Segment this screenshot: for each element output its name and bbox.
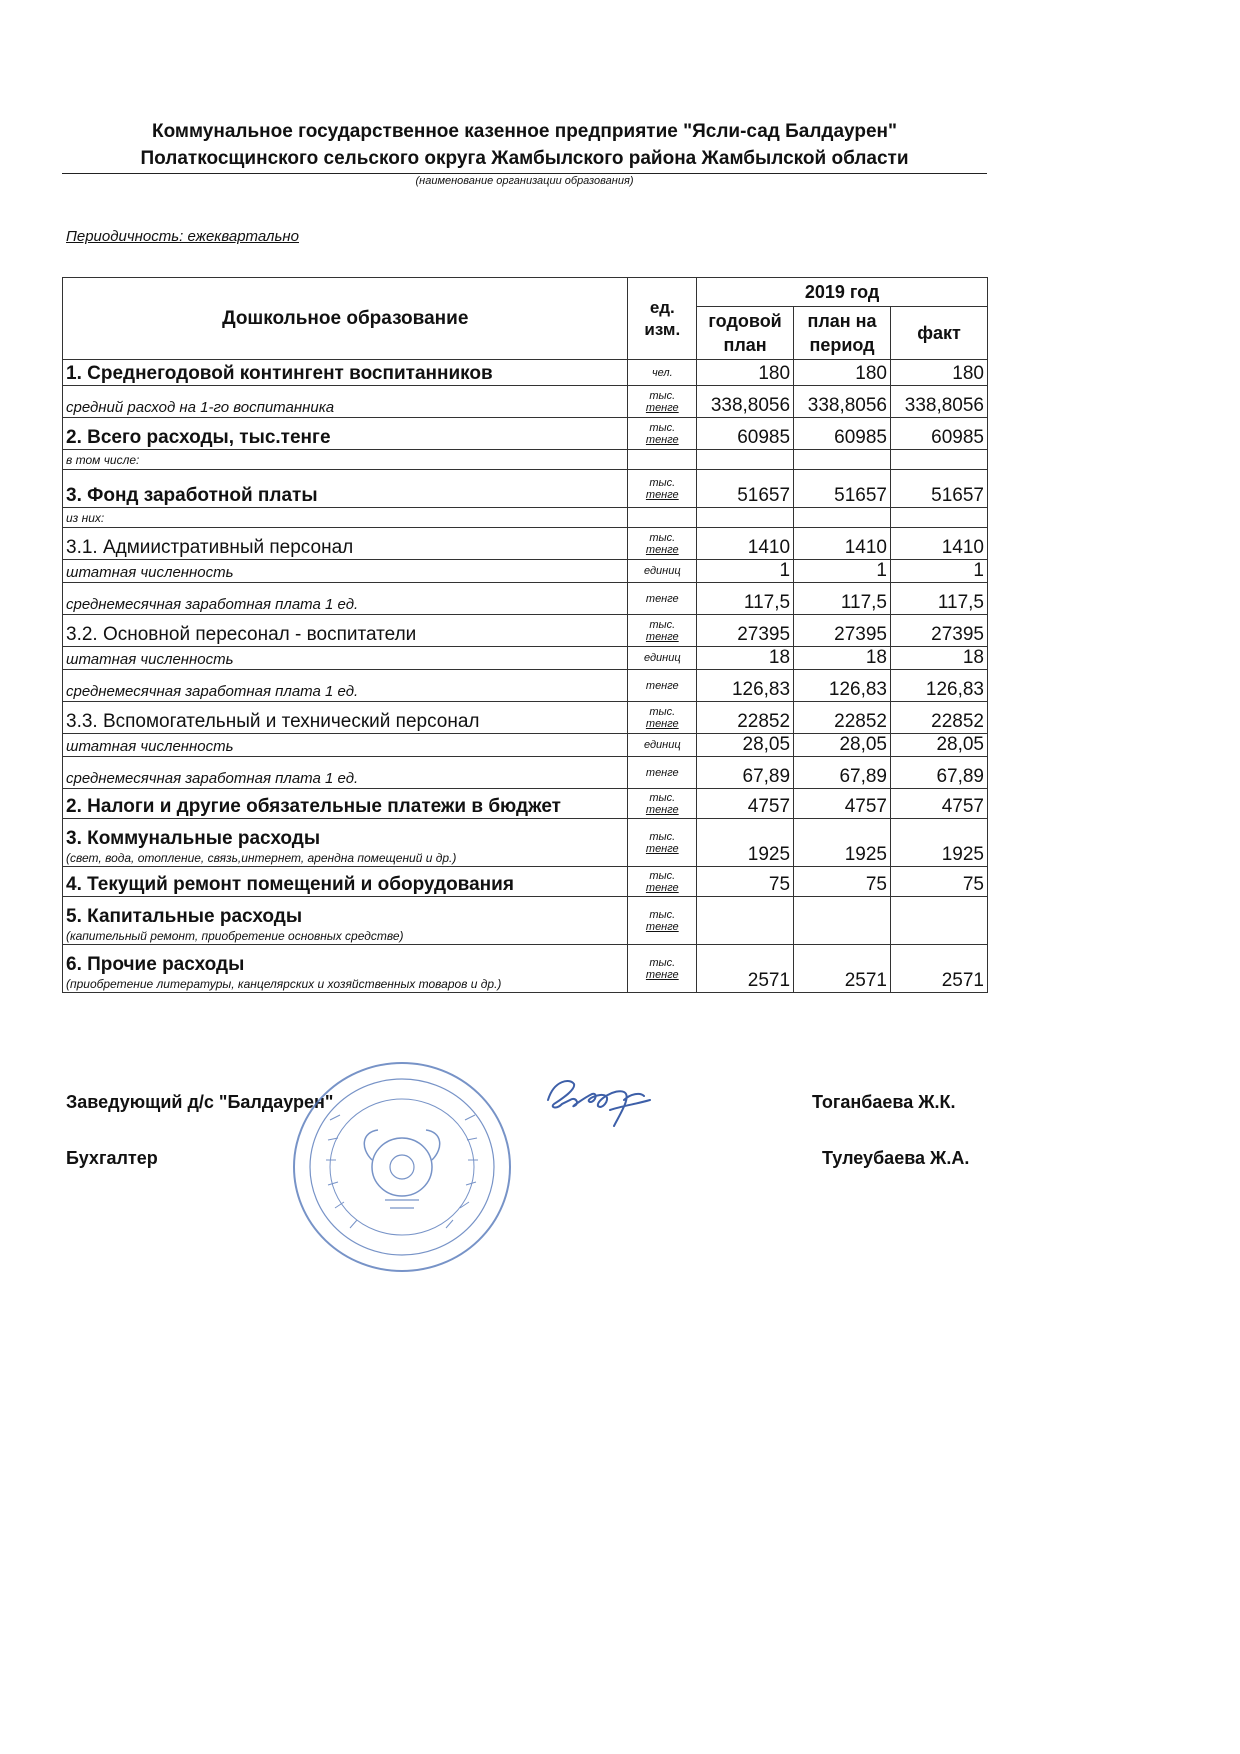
column-header-annual-plan — [697, 307, 794, 360]
expense-report-table — [62, 277, 988, 993]
table-row — [63, 757, 988, 789]
row-unit-line-1: тыс. — [649, 389, 676, 402]
row-label — [63, 386, 628, 418]
row-unit-line-2: тенге — [645, 630, 679, 643]
row-label — [63, 897, 628, 945]
row-unit-line-1: тыс. — [649, 908, 676, 921]
column-header-period-plan — [794, 307, 891, 360]
value-annual-plan: 1925 — [697, 819, 794, 867]
annual-header-line-1: годовой — [708, 311, 782, 331]
value-period-plan: 126,83 — [794, 670, 891, 702]
row-label-text: 2. Налоги и другие обязательные платежи в бюджет — [66, 796, 561, 817]
row-label-text: штатная численность — [66, 651, 234, 668]
value-period-plan — [794, 450, 891, 470]
annual-header-line-2: план — [723, 335, 767, 355]
row-label — [63, 670, 628, 702]
value-fact: 126,83 — [891, 670, 988, 702]
table-row — [63, 418, 988, 450]
row-unit — [628, 945, 697, 993]
table-row — [63, 702, 988, 734]
value-period-plan: 75 — [794, 867, 891, 897]
row-unit-line-1: чел. — [651, 366, 673, 379]
value-fact: 117,5 — [891, 583, 988, 615]
row-unit — [628, 670, 697, 702]
value-fact: 1410 — [891, 528, 988, 560]
value-fact: 18 — [891, 647, 988, 670]
value-annual-plan: 4757 — [697, 789, 794, 819]
report-rows — [63, 360, 988, 993]
table-row — [63, 734, 988, 757]
row-unit-line-1: тыс. — [649, 618, 676, 631]
row-unit-line-1: тыс. — [649, 791, 676, 804]
value-annual-plan: 2571 — [697, 945, 794, 993]
value-period-plan: 4757 — [794, 789, 891, 819]
row-label-text: штатная численность — [66, 738, 234, 755]
row-unit — [628, 528, 697, 560]
row-unit-line-1: тыс. — [649, 830, 676, 843]
unit-header-line-2: изм. — [644, 319, 681, 339]
row-label-title: 3. Коммунальные расходы — [66, 828, 321, 849]
row-unit-line-2: тенге — [645, 881, 679, 894]
row-unit-line-2: тенге — [645, 717, 679, 730]
value-fact: 28,05 — [891, 734, 988, 757]
value-period-plan: 67,89 — [794, 757, 891, 789]
row-unit — [628, 508, 697, 528]
row-label — [63, 450, 628, 470]
table-row — [63, 386, 988, 418]
table-row — [63, 647, 988, 670]
row-unit-line-2: тенге — [645, 803, 679, 816]
row-label-text: 3.2. Основной пересонал - воспитатели — [66, 624, 417, 645]
org-name-line-2: Полаткосщинского сельского округа Жамбылского района Жамбылской области — [140, 148, 909, 169]
row-unit — [628, 647, 697, 670]
row-unit-line-1: тенге — [645, 592, 679, 605]
value-fact: 27395 — [891, 615, 988, 647]
value-annual-plan — [697, 897, 794, 945]
head-title: Заведующий д/с "Балдаурен" — [66, 1092, 334, 1112]
row-label — [63, 945, 628, 993]
row-unit-line-1: единиц — [643, 565, 681, 577]
row-unit — [628, 386, 697, 418]
row-label-text: 3. Фонд заработной платы — [66, 485, 318, 506]
row-unit-line-2: тенге — [645, 433, 679, 446]
value-fact: 22852 — [891, 702, 988, 734]
row-unit — [628, 702, 697, 734]
period-header-line-1: план на — [807, 311, 877, 331]
row-unit-line-2: тенге — [645, 968, 679, 981]
row-unit-line-1: единиц — [643, 652, 681, 664]
row-unit — [628, 418, 697, 450]
row-unit-line-1: тыс. — [649, 531, 676, 544]
accountant-title: Бухгалтер — [66, 1148, 158, 1168]
row-label — [63, 418, 628, 450]
row-unit — [628, 470, 697, 508]
organization-title — [62, 118, 987, 172]
value-period-plan: 1925 — [794, 819, 891, 867]
row-label — [63, 789, 628, 819]
row-unit-line-1: тыс. — [649, 869, 676, 882]
official-stamp — [290, 1060, 515, 1275]
row-unit-line-2: тенге — [645, 842, 679, 855]
row-label — [63, 560, 628, 583]
value-annual-plan: 28,05 — [697, 734, 794, 757]
year-header: 2019 год — [697, 278, 988, 307]
table-row — [63, 470, 988, 508]
row-unit-line-1: тенге — [645, 766, 679, 779]
value-annual-plan: 27395 — [697, 615, 794, 647]
column-header-fact: факт — [891, 307, 988, 360]
row-unit — [628, 757, 697, 789]
table-row — [63, 867, 988, 897]
value-annual-plan: 126,83 — [697, 670, 794, 702]
row-label — [63, 647, 628, 670]
org-caption: (наименование организации образования) — [415, 175, 634, 187]
table-row — [63, 583, 988, 615]
unit-header-line-1: ед. — [649, 297, 675, 317]
table-row — [63, 819, 988, 867]
value-period-plan: 117,5 — [794, 583, 891, 615]
table-row — [63, 508, 988, 528]
row-label-text: среднемесячная заработная плата 1 ед. — [66, 683, 359, 700]
row-label-text: 2. Всего расходы, тыс.тенге — [66, 427, 331, 448]
value-fact: 1925 — [891, 819, 988, 867]
row-label — [63, 819, 628, 867]
row-label-text: 3.1. Адмиистративный персонал — [66, 537, 354, 558]
value-fact: 51657 — [891, 470, 988, 508]
row-label-text: штатная численность — [66, 564, 234, 581]
value-period-plan: 51657 — [794, 470, 891, 508]
row-label — [63, 702, 628, 734]
value-period-plan: 2571 — [794, 945, 891, 993]
row-unit-line-1: тыс. — [649, 476, 676, 489]
row-label-title: 5. Капитальные расходы — [66, 906, 303, 927]
row-label — [63, 757, 628, 789]
value-fact: 1 — [891, 560, 988, 583]
value-fact: 4757 — [891, 789, 988, 819]
row-unit-line-2: тенге — [645, 543, 679, 556]
row-unit-line-2: тенге — [645, 401, 679, 414]
row-unit — [628, 867, 697, 897]
row-unit — [628, 450, 697, 470]
table-row — [63, 897, 988, 945]
value-period-plan — [794, 897, 891, 945]
value-annual-plan: 1410 — [697, 528, 794, 560]
value-fact: 338,8056 — [891, 386, 988, 418]
value-annual-plan: 338,8056 — [697, 386, 794, 418]
handwritten-signature — [540, 1070, 690, 1130]
value-annual-plan: 75 — [697, 867, 794, 897]
row-unit-line-2: тенге — [645, 488, 679, 501]
value-fact — [891, 897, 988, 945]
row-label-text: в том числе: — [66, 453, 140, 467]
value-fact: 180 — [891, 360, 988, 386]
value-period-plan: 60985 — [794, 418, 891, 450]
row-label — [63, 583, 628, 615]
value-fact: 67,89 — [891, 757, 988, 789]
row-label — [63, 615, 628, 647]
value-annual-plan: 117,5 — [697, 583, 794, 615]
table-row — [63, 528, 988, 560]
value-period-plan: 180 — [794, 360, 891, 386]
table-row — [63, 670, 988, 702]
period-header-line-2: период — [809, 335, 875, 355]
value-period-plan: 338,8056 — [794, 386, 891, 418]
row-unit-line-1: тыс. — [649, 421, 676, 434]
row-label-note: (капительный ремонт, приобретение основных средстве) — [66, 929, 404, 943]
row-unit-line-1: единиц — [643, 739, 681, 751]
value-fact — [891, 508, 988, 528]
value-period-plan: 18 — [794, 647, 891, 670]
row-unit — [628, 734, 697, 757]
row-label-text: среднемесячная заработная плата 1 ед. — [66, 770, 359, 787]
row-label-text: среднемесячная заработная плата 1 ед. — [66, 596, 359, 613]
table-row — [63, 789, 988, 819]
row-label — [63, 508, 628, 528]
accountant-name: Тулеубаева Ж.А. — [822, 1148, 970, 1168]
value-annual-plan: 60985 — [697, 418, 794, 450]
column-header-name: Дошкольное образование — [63, 278, 628, 360]
periodicity-label: Периодичность: ежеквартально — [66, 228, 299, 245]
row-label-text: 3.3. Вспомогательный и технический персонал — [66, 711, 480, 732]
row-unit-line-1: тыс. — [649, 705, 676, 718]
value-annual-plan — [697, 450, 794, 470]
value-fact: 60985 — [891, 418, 988, 450]
row-unit — [628, 560, 697, 583]
row-label — [63, 867, 628, 897]
value-annual-plan: 51657 — [697, 470, 794, 508]
row-label-text: из них: — [66, 511, 105, 525]
org-name-line-1: Коммунальное государственное казенное предприятие "Ясли-сад Балдаурен" — [151, 121, 898, 142]
value-fact — [891, 450, 988, 470]
row-unit — [628, 615, 697, 647]
row-unit — [628, 897, 697, 945]
row-label — [63, 360, 628, 386]
row-unit-line-1: тенге — [645, 679, 679, 692]
row-label-text: 1. Среднегодовой контингент воспитанников — [66, 363, 493, 384]
value-period-plan: 28,05 — [794, 734, 891, 757]
value-fact: 2571 — [891, 945, 988, 993]
value-annual-plan: 22852 — [697, 702, 794, 734]
row-unit — [628, 360, 697, 386]
value-annual-plan: 1 — [697, 560, 794, 583]
value-annual-plan: 18 — [697, 647, 794, 670]
row-label — [63, 528, 628, 560]
value-period-plan: 1 — [794, 560, 891, 583]
row-label-note: (приобретение литературы, канцелярских и хозяйственных товаров и др.) — [66, 977, 502, 991]
row-unit — [628, 789, 697, 819]
table-row — [63, 560, 988, 583]
value-annual-plan — [697, 508, 794, 528]
table-row — [63, 360, 988, 386]
row-label — [63, 470, 628, 508]
value-period-plan: 22852 — [794, 702, 891, 734]
table-row — [63, 945, 988, 993]
row-label-text: 4. Текущий ремонт помещений и оборудования — [66, 874, 514, 895]
value-fact: 75 — [891, 867, 988, 897]
value-period-plan: 1410 — [794, 528, 891, 560]
value-period-plan: 27395 — [794, 615, 891, 647]
title-underline — [62, 173, 987, 174]
table-row — [63, 450, 988, 470]
head-name: Тоганбаева Ж.К. — [812, 1092, 956, 1112]
value-period-plan — [794, 508, 891, 528]
row-unit-line-2: тенге — [645, 920, 679, 933]
row-label-text: средний расход на 1-го воспитанника — [66, 399, 335, 416]
row-unit — [628, 819, 697, 867]
column-header-unit — [628, 278, 697, 360]
row-label-title: 6. Прочие расходы — [66, 954, 245, 975]
table-row — [63, 615, 988, 647]
value-annual-plan: 180 — [697, 360, 794, 386]
row-unit-line-1: тыс. — [649, 956, 676, 969]
row-label — [63, 734, 628, 757]
row-unit — [628, 583, 697, 615]
row-label-note: (свет, вода, отопление, связь,интернет, арендна помещений и др.) — [66, 851, 457, 865]
value-annual-plan: 67,89 — [697, 757, 794, 789]
